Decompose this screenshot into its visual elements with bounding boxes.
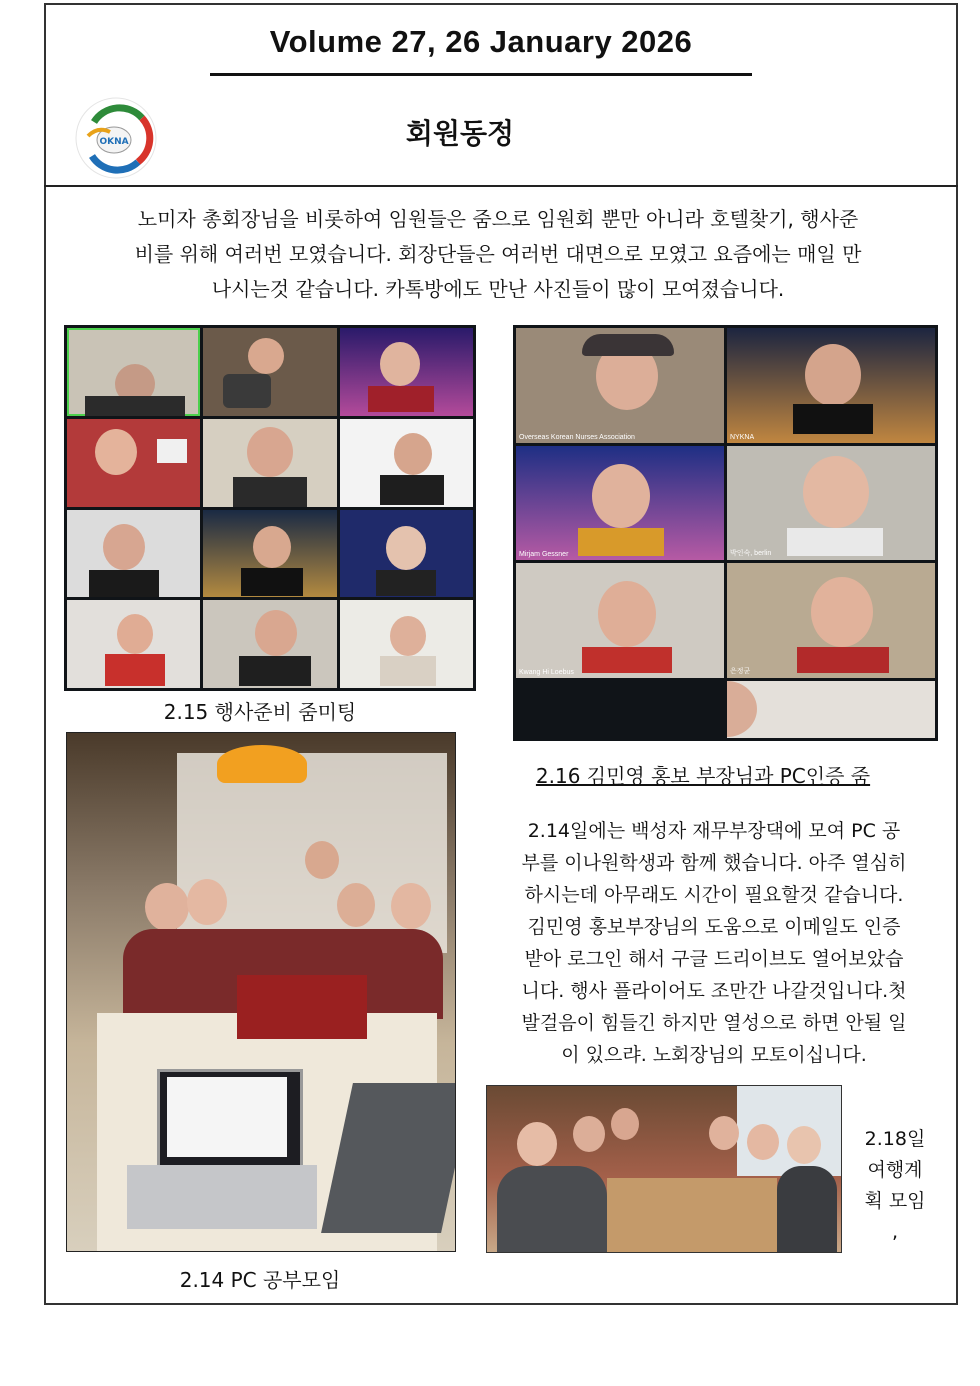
participant-tile <box>516 681 724 738</box>
participant-tile <box>203 328 336 416</box>
article-line: 발걸음이 힘들긴 하지만 열성으로 하면 안될 일 <box>521 1012 907 1034</box>
photo-caption: 2.16 김민영 홍보 부장님과 PC인증 줌 <box>535 764 871 788</box>
participant-tile <box>516 446 724 561</box>
article-line: 받아 로그인 해서 구글 드리이브도 열어보았습 <box>524 948 904 970</box>
side-caption-line: , <box>891 1221 899 1243</box>
participant-tile <box>516 563 724 678</box>
participant-tile <box>203 510 336 598</box>
side-caption-line: 여행계 <box>867 1159 923 1181</box>
tile-name-label: Mirjam Gessner <box>519 551 569 559</box>
logo-center-text: OKNA <box>99 137 129 147</box>
intro-paragraph <box>46 202 950 307</box>
tile-name-label: Kwang Hi Loebus <box>519 668 574 676</box>
participant-tile <box>340 419 473 507</box>
participant-tile <box>67 600 200 688</box>
participant-tile <box>727 563 935 678</box>
participant-tile <box>727 446 935 561</box>
side-caption-line: 2.18일 <box>864 1128 926 1150</box>
article-paragraph <box>484 815 944 1071</box>
article-line: 부를 이나원학생과 함께 했습니다. 아주 열심히 <box>521 852 907 874</box>
participant-tile <box>727 328 935 443</box>
pc-study-group-photo <box>66 732 456 1252</box>
tile-name-label: Overseas Korean Nurses Association <box>519 433 635 441</box>
article-line: 2.14일에는 백성자 재무부장댁에 모여 PC 공 <box>527 820 901 842</box>
article-line: 김민영 홍보부장님의 도움으로 이메일도 인증 <box>527 916 901 938</box>
issue-title: Volume 27, 26 January 2026 <box>269 24 693 59</box>
intro-line: 나시는것 같습니다. 카톡방에도 만난 사진들이 많이 모여졌습니다. <box>211 277 785 301</box>
intro-line: 비를 위해 여러번 모였습니다. 회장단들은 여러번 대면으로 모였고 요즘에는 매일 만 <box>134 242 862 266</box>
travel-meeting-photo <box>486 1085 842 1253</box>
side-caption-line: 획 모임 <box>864 1190 926 1212</box>
photo-side-caption <box>856 1124 934 1248</box>
intro-line: 노미자 총회장님을 비롯하여 임원들은 줌으로 임원회 뿐만 아니라 호텔찾기, 행사준 <box>137 207 859 231</box>
photo-caption: 2.14 PC 공부모임 <box>179 1268 341 1292</box>
participant-tile <box>203 600 336 688</box>
article-line: 이 있으랴. 노회장님의 모토이십니다. <box>561 1044 867 1066</box>
participant-tile <box>340 328 473 416</box>
tile-name-label: 박인숙, berlin <box>730 550 772 558</box>
photo-caption: 2.15 행사준비 줌미팅 <box>163 700 357 724</box>
zoom-meeting-photo-2 <box>513 325 938 741</box>
participant-tile <box>340 510 473 598</box>
tile-name-label: 은정균 <box>730 667 751 675</box>
header-divider <box>44 185 958 187</box>
participant-tile <box>727 681 935 738</box>
participant-tile <box>67 510 200 598</box>
participant-tile <box>67 419 200 507</box>
okna-logo-icon <box>64 92 168 184</box>
tile-name-label: NYKNA <box>730 433 755 441</box>
article-line: 하시는데 아무래도 시간이 필요할것 같습니다. <box>524 884 904 906</box>
article-line: 니다. 행사 플라이어도 조만간 나갈것입니다.첫 <box>521 980 907 1002</box>
participant-tile <box>340 600 473 688</box>
title-underline <box>210 73 752 76</box>
participant-tile <box>516 328 724 443</box>
participant-tile <box>67 328 200 416</box>
section-heading: 회원동정 <box>405 117 515 150</box>
participant-tile <box>203 419 336 507</box>
zoom-meeting-photo-1 <box>64 325 476 691</box>
